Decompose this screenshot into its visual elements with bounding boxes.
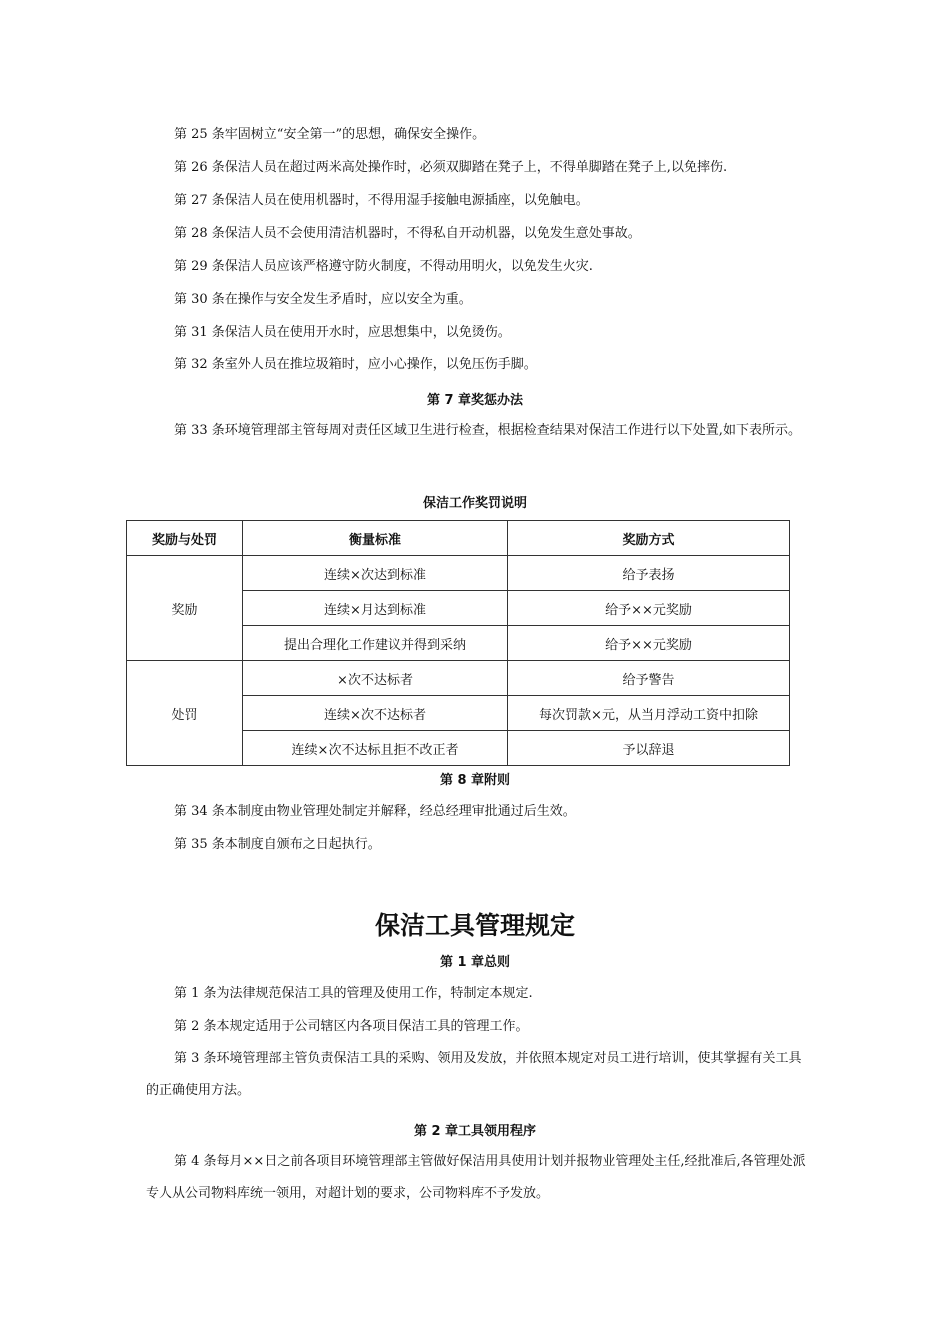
- article-4: 第 4 条每月××日之前各项目环境管理部主管做好保洁用具使用计划并报物业管理处主任,经批准后,各管理处派专人从公司物料库统一领用，对超计划的要求，公司物料库不予发放。: [146, 1154, 806, 1201]
- article-26: 第 26 条保洁人员在超过两米高处操作时，必须双脚踏在凳子上，不得单脚踏在凳子上,以免摔伤.: [174, 160, 728, 175]
- group-label-penalty: 处罚: [127, 661, 243, 766]
- criteria-cell: 连续×次不达标且拒不改正者: [243, 731, 508, 766]
- chapter-1-heading: 第 1 章总则: [439, 955, 511, 970]
- method-cell: 给予警告: [508, 661, 790, 696]
- method-cell: 给予××元奖励: [508, 591, 790, 626]
- article-3: 第 3 条环境管理部主管负责保洁工具的采购、领用及发放，并依照本规定对员工进行培训，使其掌握有关工具的正确使用方法。: [146, 1051, 802, 1098]
- article-1: 第 1 条为法律规范保洁工具的管理及使用工作，特制定本规定.: [174, 986, 533, 1001]
- method-cell: 给予表扬: [508, 556, 790, 591]
- article-29: 第 29 条保洁人员应该严格遵守防火制度，不得动用明火，以免发生火灾.: [174, 259, 593, 274]
- article-27: 第 27 条保洁人员在使用机器时，不得用湿手接触电源插座，以免触电。: [174, 193, 589, 208]
- header-category: 奖励与处罚: [127, 521, 243, 556]
- table-row: [127, 661, 790, 696]
- article-35: 第 35 条本制度自颁布之日起执行。: [174, 837, 381, 852]
- article-25: 第 25 条牢固树立“安全第一”的思想，确保安全操作。: [174, 127, 486, 142]
- header-criteria: 衡量标准: [243, 521, 508, 556]
- table-row: [127, 556, 790, 591]
- table-header-row: [127, 521, 790, 556]
- criteria-cell: 连续×次不达标者: [243, 696, 508, 731]
- criteria-cell: 提出合理化工作建议并得到采纳: [243, 626, 508, 661]
- article-31: 第 31 条保洁人员在使用开水时，应思想集中，以免烫伤。: [174, 325, 511, 340]
- chapter-2-heading: 第 2 章工具领用程序: [413, 1124, 537, 1139]
- article-2: 第 2 条本规定适用于公司辖区内各项目保洁工具的管理工作。: [174, 1019, 529, 1034]
- article-33: 第 33 条环境管理部主管每周对责任区域卫生进行检查，根据检查结果对保洁工作进行以下处置,如下表所示。: [174, 423, 801, 438]
- criteria-cell: 连续×月达到标准: [243, 591, 508, 626]
- method-cell: 每次罚款×元，从当月浮动工资中扣除: [508, 696, 790, 731]
- article-32: 第 32 条室外人员在推垃圾箱时，应小心操作，以免压伤手脚。: [174, 357, 537, 372]
- method-cell: 给予××元奖励: [508, 626, 790, 661]
- criteria-cell: 连续×次达到标准: [243, 556, 508, 591]
- table-caption: 保洁工作奖罚说明: [422, 496, 527, 511]
- reward-penalty-table: [126, 520, 790, 766]
- method-cell: 予以辞退: [508, 731, 790, 766]
- article-28: 第 28 条保洁人员不会使用清洁机器时，不得私自开动机器，以免发生意处事故。: [174, 226, 641, 241]
- document-title: 保洁工具管理规定: [374, 911, 575, 940]
- chapter-7-heading: 第 7 章奖惩办法: [426, 393, 524, 408]
- article-30: 第 30 条在操作与安全发生矛盾时，应以安全为重。: [174, 292, 472, 307]
- criteria-cell: ×次不达标者: [243, 661, 508, 696]
- header-method: 奖励方式: [508, 521, 790, 556]
- chapter-8-heading: 第 8 章附则: [439, 773, 511, 788]
- group-label-reward: 奖励: [127, 556, 243, 661]
- article-34: 第 34 条本制度由物业管理处制定并解释，经总经理审批通过后生效。: [174, 804, 576, 819]
